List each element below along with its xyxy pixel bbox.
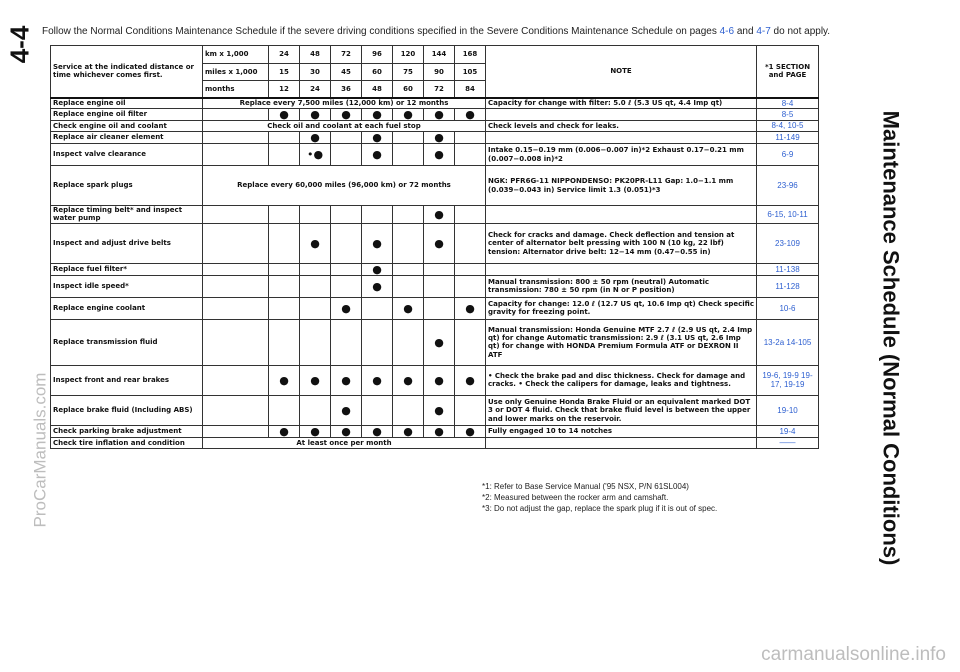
miles-value: 30 (300, 64, 331, 81)
months-label: months (203, 81, 269, 98)
interval-dot (393, 144, 424, 166)
interval-dot (269, 297, 300, 319)
note-text (486, 132, 757, 144)
section-page-link[interactable]: 8-5 (757, 109, 819, 121)
section-page-link[interactable]: 11-128 (757, 275, 819, 297)
interval-dot: ● (362, 144, 393, 166)
interval-dot: ● (300, 223, 331, 263)
interval-dot: ● (331, 425, 362, 437)
interval-dot (424, 297, 455, 319)
interval-dot: ● (424, 223, 455, 263)
footnotes (482, 482, 717, 514)
km-value: 168 (455, 46, 486, 64)
section-page-link[interactable]: 13-2a 14-105 (757, 319, 819, 365)
blank-cell (203, 395, 269, 425)
blank-cell (203, 132, 269, 144)
interval-dot (269, 319, 300, 365)
interval-dot (331, 144, 362, 166)
table-row (51, 166, 819, 206)
item-label: Check parking brake adjustment (51, 425, 203, 437)
note-text (486, 206, 757, 224)
note-text: Intake 0.15−0.19 mm (0.006−0.007 in)*2 Exhaust 0.17−0.21 mm (0.007−0.008 in)*2 (486, 144, 757, 166)
section-page-link[interactable]: 11-138 (757, 263, 819, 275)
note-text: NGK: PFR6G-11 NIPPONDENSO: PK20PR-L11 Gap: 1.0−1.1 mm (0.039−0.043 in) Service limit 1.3 (0.051)*3 (486, 166, 757, 206)
interval-dot (393, 395, 424, 425)
interval-dot (362, 395, 393, 425)
blank-cell (203, 319, 269, 365)
months-value: 84 (455, 81, 486, 98)
interval-dot: ● (331, 395, 362, 425)
interval-dot: ● (455, 425, 486, 437)
item-label: Replace engine coolant (51, 297, 203, 319)
table-row (51, 395, 819, 425)
item-label: Check tire inflation and condition (51, 437, 203, 448)
interval-dot (331, 132, 362, 144)
interval-dot: ● (455, 109, 486, 121)
table-row (51, 223, 819, 263)
table-row (51, 425, 819, 437)
km-value: 120 (393, 46, 424, 64)
note-text (486, 109, 757, 121)
interval-dot: ● (362, 425, 393, 437)
note-text: Check for cracks and damage. Check deflection and tension at center of alternator belt pressing with 100 N (10 kg, 22 lbf) tension: Alternator drive belt: 12−14 mm (0.47−0.55 in) (486, 223, 757, 263)
interval-dot (269, 275, 300, 297)
interval-dot (393, 263, 424, 275)
km-value: 24 (269, 46, 300, 64)
months-value: 12 (269, 81, 300, 98)
side-title: Maintenance Schedule (Normal Conditions) (878, 110, 903, 566)
interval-dot (393, 223, 424, 263)
table-row (51, 132, 819, 144)
note-text: Use only Genuine Honda Brake Fluid or an equivalent marked DOT 3 or DOT 4 fluid. Check that brake fluid level is between the upper and lower marks on the reservoir. (486, 395, 757, 425)
section-page-link[interactable]: 19-6, 19-9 19-17, 19-19 (757, 365, 819, 395)
interval-dot (300, 275, 331, 297)
interval-dot (269, 223, 300, 263)
item-label: Replace air cleaner element (51, 132, 203, 144)
item-label: Inspect valve clearance (51, 144, 203, 166)
table-row (51, 121, 819, 132)
service-label: Service at the indicated distance or time whichever comes first. (51, 46, 203, 98)
blank-cell (203, 109, 269, 121)
interval-dot: ● (424, 425, 455, 437)
interval-text: Check oil and coolant at each fuel stop (203, 121, 486, 132)
interval-dot (455, 275, 486, 297)
page-link-4-6[interactable]: 4-6 (719, 26, 735, 37)
interval-text: Replace every 60,000 miles (96,000 km) or 72 months (203, 166, 486, 206)
interval-dot (300, 319, 331, 365)
interval-dot: ● (331, 297, 362, 319)
item-label: Inspect and adjust drive belts (51, 223, 203, 263)
interval-dot (331, 206, 362, 224)
blank-cell (203, 275, 269, 297)
interval-dot (393, 206, 424, 224)
section-page-link[interactable]: 6-9 (757, 144, 819, 166)
blank-cell (203, 206, 269, 224)
months-value: 72 (424, 81, 455, 98)
interval-dot (331, 263, 362, 275)
item-label: Replace brake fluid (Including ABS) (51, 395, 203, 425)
intro-text (42, 26, 830, 37)
interval-dot (269, 144, 300, 166)
miles-value: 60 (362, 64, 393, 81)
interval-dot: ● (362, 132, 393, 144)
note-text: Capacity for change: 12.0 ℓ (12.7 US qt, 10.6 Imp qt) Check specific gravity for freezing point. (486, 297, 757, 319)
interval-dot: ● (331, 365, 362, 395)
table-row (51, 319, 819, 365)
interval-dot: ● (393, 365, 424, 395)
interval-dot (455, 395, 486, 425)
km-value: 72 (331, 46, 362, 64)
interval-dot (269, 132, 300, 144)
interval-dot (393, 319, 424, 365)
interval-dot (455, 144, 486, 166)
interval-dot (331, 319, 362, 365)
table-row (51, 144, 819, 166)
footnote-1: *1: Refer to Base Service Manual ('95 NSX, P/N 61SL004) (482, 482, 689, 491)
interval-dot (269, 263, 300, 275)
intro-mid: and (734, 26, 757, 37)
interval-text: At least once per month (203, 437, 486, 448)
interval-dot (331, 275, 362, 297)
section-page-link[interactable]: 11-149 (757, 132, 819, 144)
interval-dot: ● (424, 109, 455, 121)
section-page-link[interactable]: 19-4 (757, 425, 819, 437)
section-page-link[interactable]: 8-4, 10-5 (757, 121, 819, 132)
item-label: Replace engine oil (51, 98, 203, 109)
interval-dot (300, 206, 331, 224)
interval-dot (269, 206, 300, 224)
miles-value: 15 (269, 64, 300, 81)
table-row (51, 109, 819, 121)
watermark: ProCarManuals.com (30, 372, 50, 528)
item-label: Replace transmission fluid (51, 319, 203, 365)
interval-dot (424, 275, 455, 297)
interval-dot (455, 132, 486, 144)
interval-dot: ● (393, 425, 424, 437)
interval-dot: ● (269, 109, 300, 121)
note-header: NOTE (486, 46, 757, 98)
interval-dot: ● (362, 223, 393, 263)
note-text: Manual transmission: 800 ± 50 rpm (neutral) Automatic transmission: 780 ± 50 rpm (in N or P position) (486, 275, 757, 297)
interval-dot (300, 395, 331, 425)
interval-dot: ● (269, 365, 300, 395)
months-value: 60 (393, 81, 424, 98)
miles-value: 45 (331, 64, 362, 81)
maintenance-schedule-table (50, 45, 819, 449)
interval-dot (455, 223, 486, 263)
months-value: 48 (362, 81, 393, 98)
item-label: Inspect front and rear brakes (51, 365, 203, 395)
blank-cell (203, 263, 269, 275)
miles-value: 90 (424, 64, 455, 81)
header-row-km (51, 46, 819, 64)
interval-dot: ● (300, 109, 331, 121)
km-value: 48 (300, 46, 331, 64)
footer-watermark: carmanualsonline.info (761, 644, 946, 665)
interval-dot: ● (300, 425, 331, 437)
miles-label: miles x 1,000 (203, 64, 269, 81)
interval-dot: ● (269, 425, 300, 437)
section-page-link[interactable]: 6-15, 10-11 (757, 206, 819, 224)
item-label: Replace fuel filter* (51, 263, 203, 275)
interval-dot: ● (455, 297, 486, 319)
miles-value: 105 (455, 64, 486, 81)
km-value: 96 (362, 46, 393, 64)
table-row (51, 275, 819, 297)
interval-dot (362, 206, 393, 224)
interval-dot: ● (424, 319, 455, 365)
section-page-link[interactable]: 19-10 (757, 395, 819, 425)
interval-dot: ● (362, 275, 393, 297)
blank-cell (203, 297, 269, 319)
page-number: 4-4 (4, 25, 35, 63)
blank-cell (203, 425, 269, 437)
interval-dot: ● (424, 132, 455, 144)
table-row (51, 365, 819, 395)
interval-dot: ● (424, 144, 455, 166)
section-page-link[interactable]: 8-4 (757, 98, 819, 109)
interval-dot: ● (424, 365, 455, 395)
section-page-link[interactable]: 23-109 (757, 223, 819, 263)
interval-dot: ● (424, 395, 455, 425)
interval-dot (455, 263, 486, 275)
months-value: 24 (300, 81, 331, 98)
interval-dot: ● (331, 109, 362, 121)
km-value: 144 (424, 46, 455, 64)
interval-dot: ● (300, 132, 331, 144)
interval-dot (393, 275, 424, 297)
section-page-link[interactable]: 10-6 (757, 297, 819, 319)
interval-dot: ● (362, 109, 393, 121)
table-row (51, 297, 819, 319)
item-label: Replace timing belt* and inspect water pump (51, 206, 203, 224)
item-label: Replace spark plugs (51, 166, 203, 206)
intro-before: Follow the Normal Conditions Maintenance Schedule if the severe driving conditions specified in the Severe Conditions Maintenance Schedule on pages (42, 26, 720, 37)
blank-cell (203, 365, 269, 395)
interval-dot: ● (393, 109, 424, 121)
page-link-4-7[interactable]: 4-7 (756, 26, 771, 37)
interval-dot: ● (300, 365, 331, 395)
interval-dot (300, 263, 331, 275)
note-text: Manual transmission: Honda Genuine MTF 2.7 ℓ (2.9 US qt, 2.4 Imp qt) for change Automatic transmission: 2.9 ℓ (3.1 US qt, 2.6 Imp qt) for change with HONDA Premium Formula ATF or DEXRON II ATF (486, 319, 757, 365)
interval-text: Replace every 7,500 miles (12,000 km) or 12 months (203, 98, 486, 109)
interval-dot (393, 132, 424, 144)
interval-dot: ● (455, 365, 486, 395)
interval-dot (362, 319, 393, 365)
item-label: Check engine oil and coolant (51, 121, 203, 132)
table-row (51, 98, 819, 109)
interval-dot (269, 395, 300, 425)
note-text (486, 263, 757, 275)
note-text (486, 437, 757, 448)
table-row (51, 437, 819, 448)
footnote-3: *3: Do not adjust the gap, replace the spark plug if it is out of spec. (482, 503, 718, 513)
interval-dot (331, 223, 362, 263)
interval-dot (455, 319, 486, 365)
interval-dot (362, 297, 393, 319)
section-page-link[interactable]: 23-96 (757, 166, 819, 206)
blank-cell (203, 144, 269, 166)
interval-dot: ● (362, 365, 393, 395)
interval-dot: ● (424, 206, 455, 224)
miles-value: 75 (393, 64, 424, 81)
table-row (51, 263, 819, 275)
note-text: Capacity for change with filter: 5.0 ℓ (5.3 US qt, 4.4 Imp qt) (486, 98, 757, 109)
months-value: 36 (331, 81, 362, 98)
interval-dot: ● (362, 263, 393, 275)
blank-cell (203, 223, 269, 263)
interval-dot: ● (393, 297, 424, 319)
section-page-text: —— (757, 437, 819, 448)
interval-dot: •● (300, 144, 331, 166)
note-text: Fully engaged 10 to 14 notches (486, 425, 757, 437)
interval-dot (424, 263, 455, 275)
table-row (51, 206, 819, 224)
footnote-2: *2: Measured between the rocker arm and camshaft. (482, 492, 669, 502)
section-header: *1 SECTION and PAGE (757, 46, 819, 98)
km-label: km x 1,000 (203, 46, 269, 64)
note-text: Check levels and check for leaks. (486, 121, 757, 132)
interval-dot (300, 297, 331, 319)
item-label: Replace engine oil filter (51, 109, 203, 121)
intro-after: do not apply. (770, 26, 831, 37)
item-label: Inspect idle speed* (51, 275, 203, 297)
interval-dot (455, 206, 486, 224)
note-text: • Check the brake pad and disc thickness. Check for damage and cracks. • Check the calipers for damage, leaks and tightness. (486, 365, 757, 395)
